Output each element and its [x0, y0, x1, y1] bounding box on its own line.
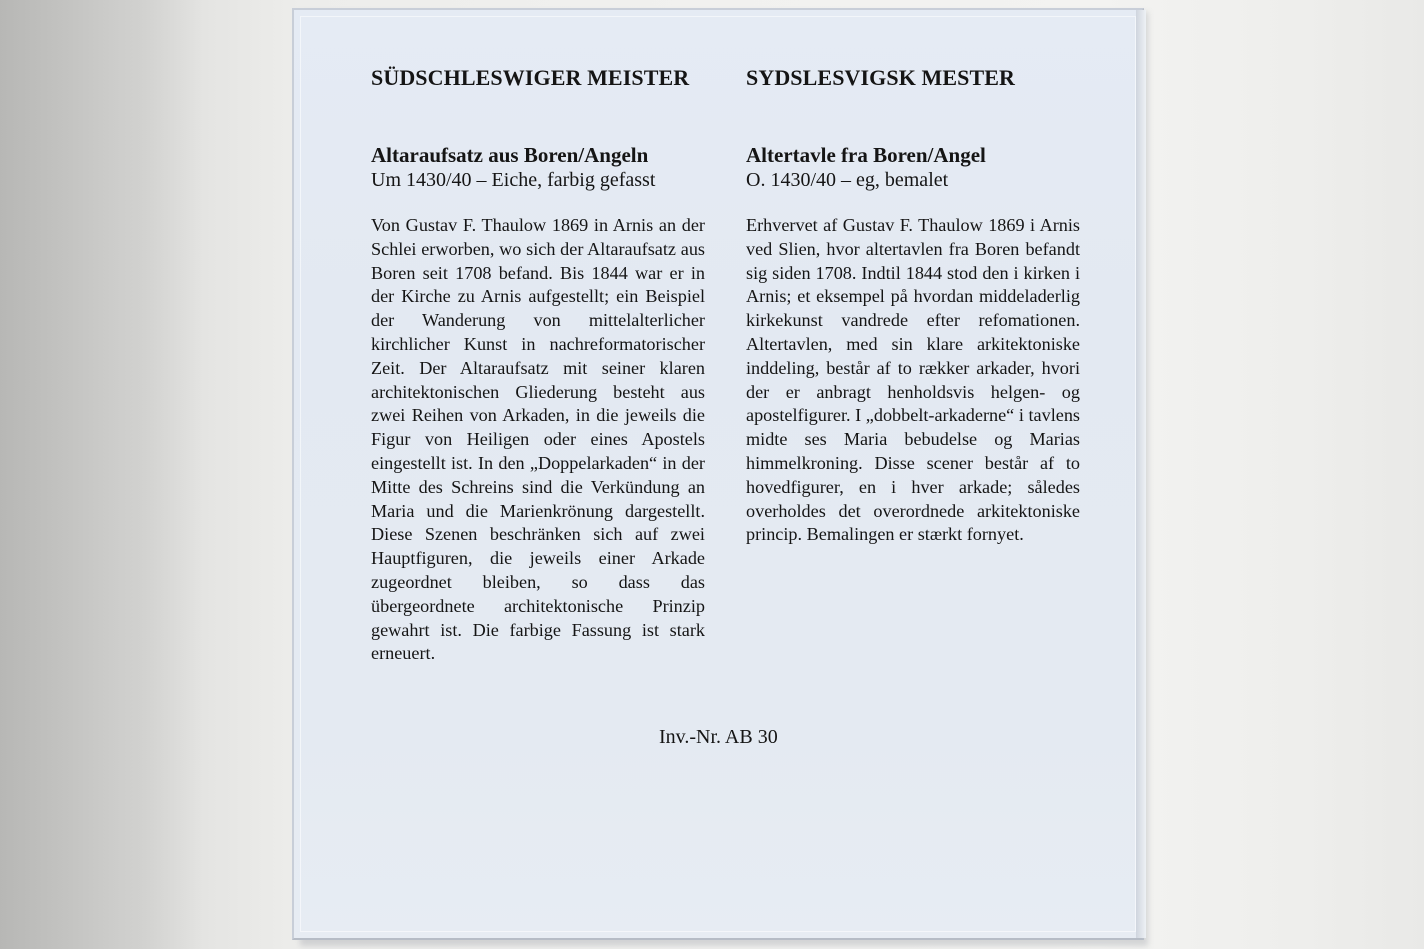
description-german: Von Gustav F. Thaulow 1869 in Arnis an der Schlei erworben, wo sich der Altaraufsatz aus Boren seit 1708 befand. Bis 1844 war er in der Kirche zu Arnis aufgestellt; ein Beispiel der Wanderung von mittelalterlicher kirchlicher Kunst in nachreformatorischer Zeit. Der Altaraufsatz mit seiner klaren architektonischen Gliederung besteht aus zwei Reihen von Arkaden, in die jeweils die Figur von Heiligen oder eines Apostels eingestellt ist. In den „Doppelarkaden“ in der Mitte des Schreins sind die Verkündung an Maria und die Marienkrönung dargestellt. Diese Szenen beschränken sich auf zwei Hauptfiguren, die jeweils einer Arkade zugeordnet bleiben, so dass das übergeordnete architektonische Prinzip gewahrt ist. Die farbige Fassung ist stark erneuert.	[371, 215, 705, 664]
artist-name-danish: SYDSLESVIGSK MESTER	[746, 65, 1016, 90]
work-title-german: Altaraufsatz aus Boren/Angeln	[371, 143, 649, 167]
inventory-number: Inv.-Nr. AB 30	[659, 726, 778, 748]
wall-shadow	[0, 0, 210, 949]
work-date-material-danish: O. 1430/40 – eg, bemalet	[746, 169, 949, 191]
artist-name-german: SÜDSCHLESWIGER MEISTER	[371, 65, 690, 90]
work-date-material-german: Um 1430/40 – Eiche, farbig gefasst	[371, 169, 656, 191]
german-column	[371, 64, 705, 664]
description-danish: Erhvervet af Gustav F. Thaulow 1869 i Arnis ved Slien, hvor altertavlen fra Boren befandt sig siden 1708. Indtil 1844 stod den i kirken i Arnis; et eksempel på hvordan middeladerlig kirkekunst vandrede efter refomationen. Altertavlen, med sin klare arkitektoniske inddeling, består af to rækker arkader, hvori der er anbragt henholdsvis helgen- og apostelfigurer. I „dobbelt-arkaderne“ i tavlens midte ses Maria bebudelse og Marias himmelkroning. Disse scener består af to hovedfigurer, en i hver arkade; således overholdes det overordnede arkitektoniske princip. Bemalingen er stærkt fornyet.	[746, 215, 1080, 545]
work-title-danish: Altertavle fra Boren/Angel	[746, 143, 986, 167]
plaque-edge	[1136, 10, 1146, 938]
danish-column	[746, 64, 1080, 545]
